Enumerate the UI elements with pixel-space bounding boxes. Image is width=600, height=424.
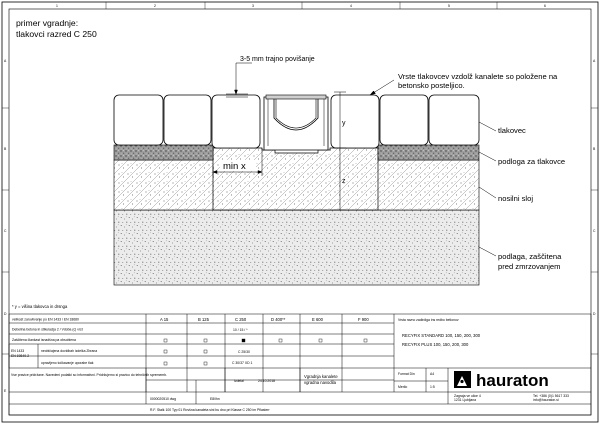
tb-format-label: Format Din: [398, 372, 415, 376]
footnote: * y = višina tlakovca in drsnga: [12, 304, 68, 309]
paver: [164, 95, 211, 145]
tb-class-b125: B 125: [198, 317, 209, 322]
drawing-title-line2: tlakovci razred C 250: [16, 29, 97, 39]
tb-row-label-4: neobičajena dovidbah izdelka Zbrana: [41, 349, 98, 353]
grid-label-side-a: A: [4, 59, 7, 63]
concrete-foundation: [213, 148, 378, 210]
tb-desc-line1: Vgradnja kanalete: [304, 374, 338, 379]
grid-label-side-b-right: B: [593, 147, 596, 151]
tb-copyright: Vse pravice pridržane. Navedeni podatki so informativni. Pridržujemo si pravico do tehničnih sprememb.: [11, 373, 168, 377]
bedding-layer-right: [378, 145, 479, 160]
tb-cert-1: EN 1433: [11, 349, 25, 353]
tb-contact-line2: info@hauraton.si: [533, 398, 559, 402]
layer-label-bedding: podloga za tlakovce: [498, 157, 566, 166]
grid-label-top-1: 1: [56, 4, 58, 8]
tb-cert-2: EN 19840-2: [11, 354, 30, 358]
drawing-title-line1: primer vgradnje:: [16, 18, 79, 28]
tb-drawing-number: 0000020510 dwg: [150, 397, 177, 401]
grid-label-side-d: D: [4, 312, 7, 316]
grid-label-top-3: 3: [252, 4, 254, 8]
channel-grate: [266, 95, 326, 99]
subgrade-layer: [114, 210, 479, 285]
paver: [380, 95, 428, 145]
tb-class-e600: E 600: [312, 317, 323, 322]
pavers-left: [114, 95, 260, 148]
grid-label-top-6: 6: [544, 4, 546, 8]
tb-company-line2: 1231 Ljubljana: [454, 398, 477, 402]
edge-callout-line2: betonsko posteljico.: [398, 81, 465, 90]
grid-label-top-4: 4: [350, 4, 352, 8]
dim-y-label: y: [342, 120, 346, 127]
tb-c250-exposure: C 30/37 XD 1: [232, 361, 253, 365]
layer-label-subgrade-line2: pred zmrzovanjem: [498, 262, 561, 271]
grid-label-side-c-right: C: [593, 229, 596, 233]
tb-row-label-3: Zaščitena člankast isnadšna pa obsoblena: [12, 338, 76, 342]
tb-company-line1: Zagraja ve ulice 4: [454, 394, 481, 398]
bedding-layer-left: [114, 145, 213, 160]
tb-class-c250: C 250: [235, 317, 247, 322]
tb-row-label-1: velikost zaruvlivanje po EN 1433 / EN 18680: [12, 317, 79, 322]
logo-wordmark: hauraton: [476, 371, 549, 390]
layer-label-base: nosilni sloj: [498, 194, 534, 203]
grid-label-side-a-right: A: [593, 59, 596, 63]
tb-format-value: A4: [430, 372, 435, 376]
tb-class-f900: F 900: [358, 317, 369, 322]
grid-label-top-5: 5: [448, 4, 450, 8]
hauraton-logo: [454, 371, 549, 390]
tb-scale-value: 1:5: [430, 385, 435, 389]
tb-scale-label: Merilo: [398, 385, 408, 389]
tb-c250-concrete-class: C 25/30: [238, 350, 250, 354]
dim-z-label: z: [342, 178, 346, 185]
tb-desc-line2: vgradna navodila: [304, 380, 336, 385]
tb-revision: E8/lhn: [210, 397, 220, 401]
tb-row-label-2: Debelina betona in stikulacija 2 / Vdoba (c) vrst: [12, 327, 83, 332]
tb-class-d400: D 400**: [271, 317, 286, 322]
tb-class-a15: A 15: [160, 317, 169, 322]
paver: [429, 95, 479, 145]
edge-callout-line1: Vrste tlakovcev vzdolž kanalete so položene na: [398, 72, 558, 81]
settlement-callout: 3-5 mm trajno povišanje: [240, 56, 315, 63]
paver-channel-edge-right: [331, 95, 379, 148]
tb-row-label-5: opravljeno točkavanje uporabe tlak: [41, 361, 94, 365]
tb-drafted-label: Izdelal: [234, 379, 244, 383]
paver-channel-edge-left: [212, 95, 260, 148]
tb-product-plus: RECYFIX PLUS 100, 150, 200, 300: [402, 342, 469, 347]
tb-note-right: Vrsta ravno zadirdiga ins redbo betlonov: [398, 318, 459, 322]
grid-label-side-c: C: [4, 229, 7, 233]
tb-c250-thickness: 10 / 15 / *: [233, 328, 248, 332]
tb-bottom-description: R.F. Stalk 100 Typ 01 Rovšna kanaleta sini bu dno pri Klasse C 250 im Pflasterr: [150, 408, 270, 412]
dim-min-x-label: min x: [223, 161, 246, 172]
tb-contact-line1: Tel. +386 (0)1 5617 333: [533, 394, 569, 398]
layer-label-subgrade-line1: podlaga, zaščitena: [498, 252, 562, 261]
grid-label-side-b: B: [4, 147, 7, 151]
grid-label-top-2: 2: [154, 4, 156, 8]
grid-label-side-e: E: [4, 389, 7, 393]
tb-date: 24.10.2018: [258, 379, 275, 383]
paver: [114, 95, 163, 145]
layer-label-pavers: tlakovec: [498, 126, 526, 135]
tb-product-standard: RECYFIX STANDARD 100, 150, 200, 300: [402, 333, 481, 338]
grid-label-side-d-right: D: [593, 312, 596, 316]
pavers-right: [331, 95, 479, 148]
